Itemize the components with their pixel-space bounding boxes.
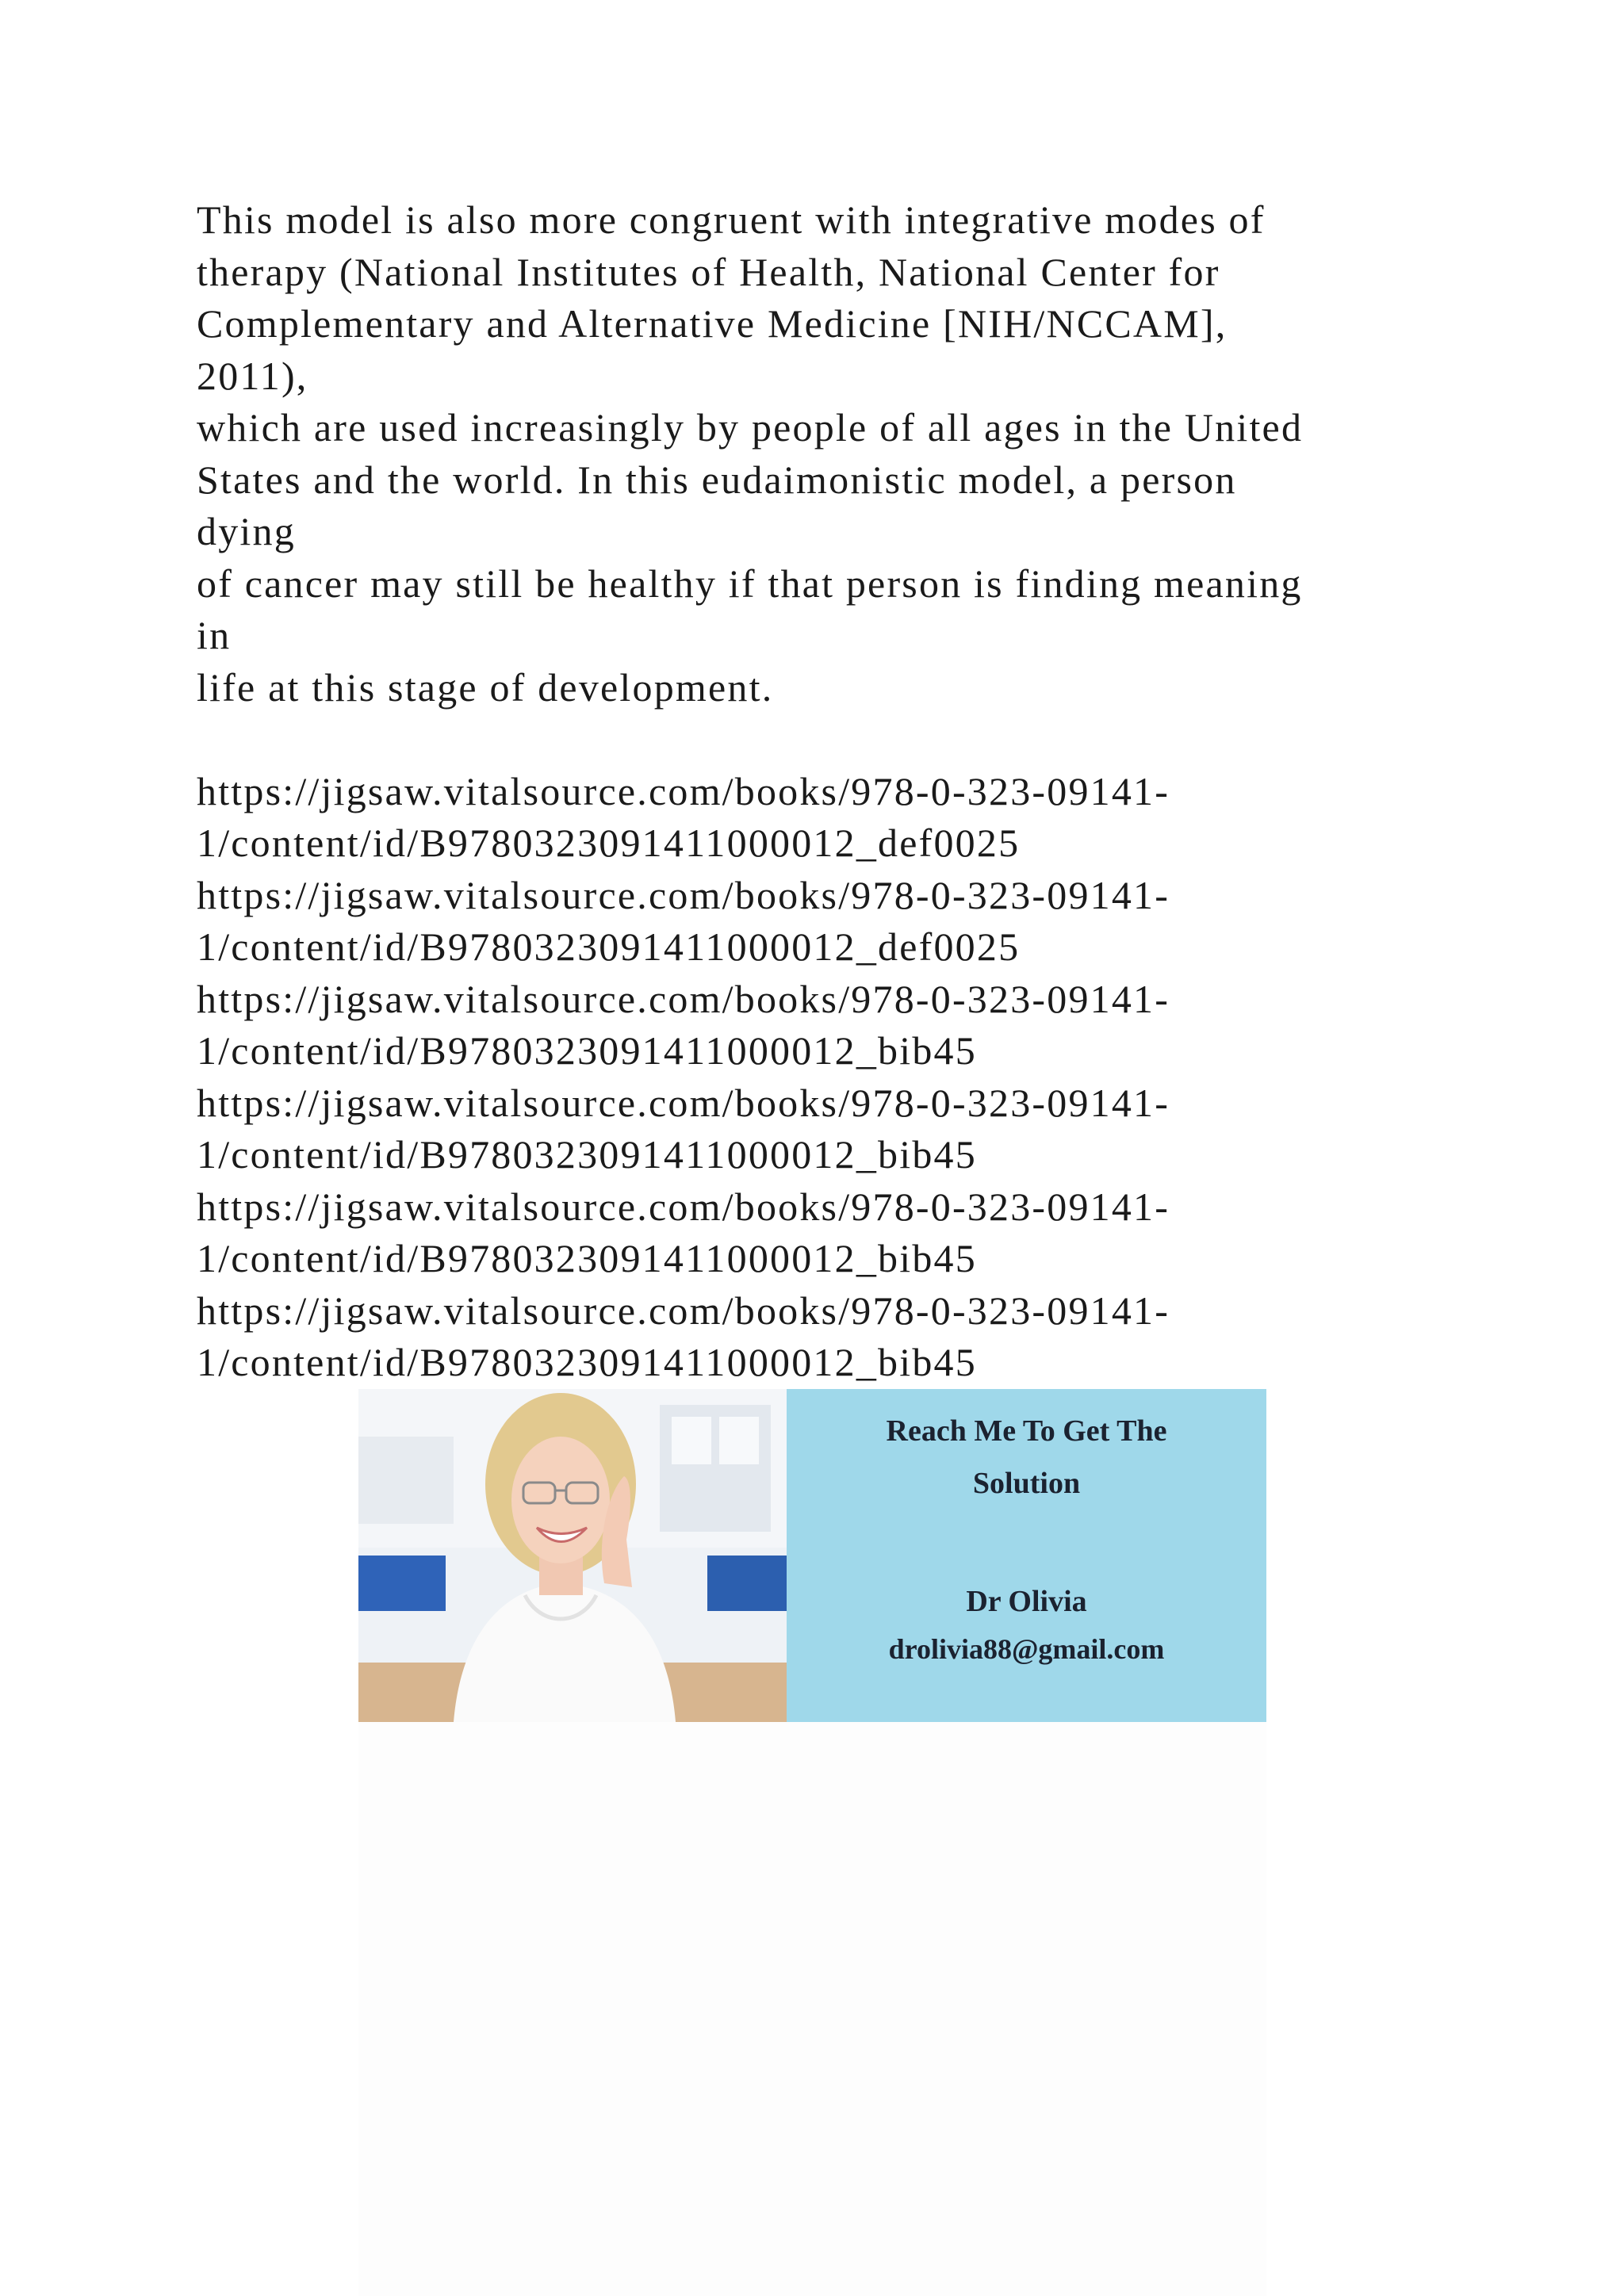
blank-image-area [358,1722,1266,2296]
reference-link-line[interactable]: https://jigsaw.vitalsource.com/books/978-0-323-09141- [197,1288,1170,1333]
reference-link-line[interactable]: https://jigsaw.vitalsource.com/books/978-0-323-09141- [197,1080,1170,1125]
reference-link-line[interactable]: 1/content/id/B9780323091411000012_bib45 [197,1236,977,1280]
document-body [197,194,1434,1389]
paragraph-line: States and the world. In this eudaimonistic model, a person [197,457,1237,502]
banner-heading: Reach Me To Get The [886,1414,1167,1448]
paragraph-line: which are used increasingly by people of all ages in the United [197,405,1304,450]
reference-link-line[interactable]: 1/content/id/B9780323091411000012_def0025 [197,821,1021,865]
reference-link-line[interactable]: https://jigsaw.vitalsource.com/books/978-0-323-09141- [197,872,1170,917]
reference-link-line[interactable]: https://jigsaw.vitalsource.com/books/978-0-323-09141- [197,976,1170,1021]
paragraph-line: Complementary and Alternative Medicine [NIH/NCCAM], [197,301,1228,346]
contact-banner[interactable] [358,1389,1266,1722]
paragraph-line: dying [197,509,296,553]
reference-link-line[interactable]: 1/content/id/B9780323091411000012_bib45 [197,1340,977,1384]
paragraph-line: This model is also more congruent with integrative modes of [197,197,1266,242]
contact-name: Dr Olivia [966,1585,1087,1618]
contact-email-link[interactable]: drolivia88@gmail.com [888,1633,1165,1665]
reference-link-line[interactable]: https://jigsaw.vitalsource.com/books/978-0-323-09141- [197,1184,1170,1229]
reference-link-line[interactable]: 1/content/id/B9780323091411000012_def0025 [197,924,1021,969]
banner-heading-continued: Solution [972,1467,1081,1500]
paragraph-line: in [197,613,232,657]
reference-link-line[interactable]: 1/content/id/B9780323091411000012_bib45 [197,1132,977,1177]
paragraph-line: life at this stage of development. [197,664,774,710]
paragraph-line: 2011), [197,353,308,398]
reference-link-line[interactable]: 1/content/id/B9780323091411000012_bib45 [197,1028,977,1073]
smiling-woman-photo [358,1389,787,1722]
paragraph-spacer [197,714,1434,766]
paragraph-line: of cancer may still be healthy if that person is finding meaning [197,561,1303,606]
contact-info-panel [787,1389,1266,1722]
reference-link-line[interactable]: https://jigsaw.vitalsource.com/books/978-0-323-09141- [197,768,1170,813]
paragraph-line: therapy (National Institutes of Health, National Center for [197,249,1220,294]
